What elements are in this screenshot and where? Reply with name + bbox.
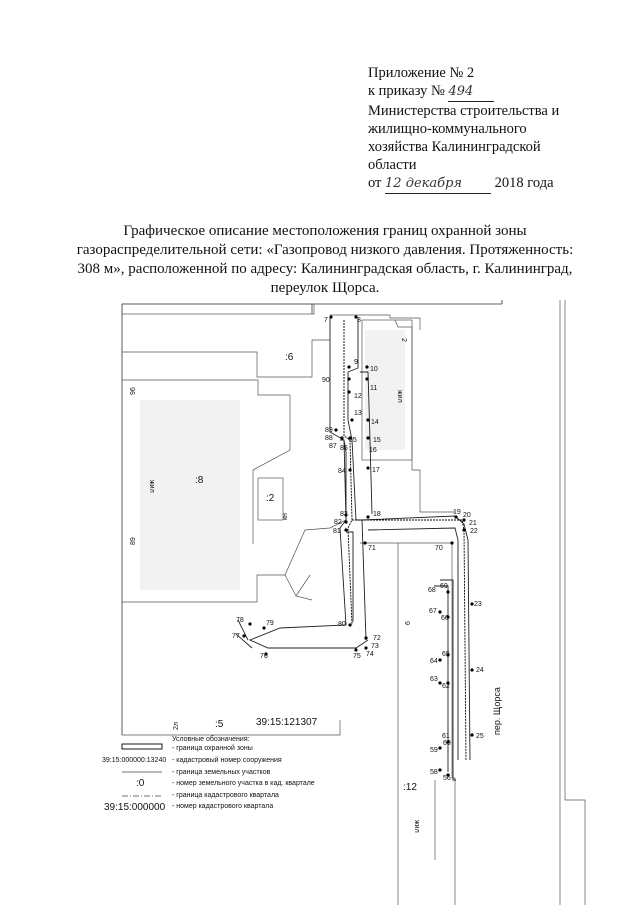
point-label-25: 25: [476, 733, 484, 740]
point-label-22: 22: [470, 528, 478, 535]
legend-item-5: - номер кадастрового квартала: [172, 803, 274, 810]
house-number-96: 96: [130, 387, 137, 395]
legend-sample-cadastral: 39:15:000000:13240: [102, 757, 167, 764]
point-label-19: 19: [453, 509, 461, 516]
house-number-2l: 2л: [173, 722, 180, 730]
point-label-23: 23: [474, 601, 482, 608]
point-label-90: 90: [322, 377, 330, 384]
title-line-2: газораспределительной сети: «Газопровод низкого давления. Протяженность:: [76, 242, 574, 258]
legend-item-0: - граница охранной зоны: [172, 745, 253, 752]
point-label-79: 79: [266, 620, 274, 627]
date-suffix: 2018 года: [494, 175, 554, 191]
street-name: пер. Щорса: [492, 687, 502, 735]
point-label-14: 14: [371, 419, 379, 426]
point-label-12: 12: [354, 393, 362, 400]
quarter-number-label: 39:15:121307: [256, 717, 318, 728]
point-label-18: 18: [373, 511, 381, 518]
parcel-boundaries: [122, 300, 585, 905]
point-label-62: 62: [442, 683, 450, 690]
house-number-89: 89: [130, 537, 137, 545]
parcel-label-8: :8: [195, 475, 204, 486]
parcel-label-5: :5: [215, 719, 224, 730]
point-label-66: 66: [441, 615, 449, 622]
point-label-68: 68: [428, 587, 436, 594]
legend-item-2: - граница земельных участков: [172, 769, 271, 776]
point-label-76: 76: [260, 653, 268, 660]
point-label-17: 17: [372, 467, 380, 474]
point-label-15: 15: [373, 437, 381, 444]
point-label-8: 8: [357, 317, 361, 324]
point-label-83: 83: [340, 511, 348, 518]
house-number-2a: 2: [400, 338, 407, 342]
order-number: 494: [448, 83, 494, 102]
point-label-64: 64: [430, 658, 438, 665]
point-label-61: 61: [442, 733, 450, 740]
point-label-77: 77: [232, 633, 240, 640]
legend-sample-zone: [122, 744, 162, 749]
legend-title: Условные обозначения:: [172, 736, 250, 743]
title-line-4: переулок Щорса.: [270, 280, 380, 296]
point-label-56: 56: [443, 775, 451, 782]
point-label-59: 59: [430, 747, 438, 754]
point-label-71: 71: [368, 545, 376, 552]
legend-item-3: - номер земельного участка в кад. квартале: [172, 780, 315, 787]
vertex-labels: [232, 317, 484, 782]
point-label-58: 58: [430, 769, 438, 776]
point-label-84: 84: [338, 468, 346, 475]
date-handwritten: 12 декабря: [385, 175, 491, 194]
title-line-3: 308 м», расположенной по адресу: Калининградская область, г. Калининград,: [77, 261, 573, 277]
point-label-72: 72: [373, 635, 381, 642]
ministry-line-3: хозяйства Калининградской: [368, 139, 541, 155]
legend-sample-parcel-no: :0: [136, 778, 145, 789]
point-label-16: 16: [369, 447, 377, 454]
legend-sample-quarter-no: 39:15:000000: [104, 802, 166, 813]
point-label-69: 69: [440, 583, 448, 590]
point-label-63: 63: [430, 676, 438, 683]
house-label-zhil-2: жил: [148, 480, 155, 493]
parcel-label-12: :12: [403, 782, 417, 793]
point-label-73: 73: [371, 643, 379, 650]
point-label-67: 67: [429, 608, 437, 615]
point-label-89: 89: [325, 427, 333, 434]
point-label-87: 87: [329, 443, 337, 450]
point-label-13: 13: [354, 410, 362, 417]
point-label-7: 7: [324, 317, 328, 324]
house-label-zhil-3: жил: [413, 820, 420, 833]
point-label-81: 81: [333, 528, 341, 535]
point-label-65: 65: [442, 651, 450, 658]
point-label-21: 21: [469, 520, 477, 527]
house-number-6: 6: [405, 621, 412, 625]
house-label-zhil: жил: [396, 390, 403, 403]
point-label-24: 24: [476, 667, 484, 674]
point-label-86: 86: [340, 445, 348, 452]
legend-item-4: - граница кадастрового квартала: [172, 792, 279, 799]
order-prefix: к приказу №: [368, 83, 445, 99]
point-label-70: 70: [435, 545, 443, 552]
point-label-20: 20: [463, 512, 471, 519]
point-label-74: 74: [366, 651, 374, 658]
parcel-label-2: :2: [266, 493, 275, 504]
appendix-line: Приложение № 2: [368, 65, 475, 81]
ministry-line-2: жилищно-коммунального: [368, 121, 527, 137]
legend: [102, 735, 315, 813]
point-label-78: 78: [236, 617, 244, 624]
point-label-10: 10: [370, 366, 378, 373]
ministry-line-1: Министерства строительства и: [368, 103, 560, 119]
point-label-85: 85: [349, 437, 357, 444]
point-label-88: 88: [325, 435, 333, 442]
legend-item-1: - кадастровый номер сооружения: [172, 757, 282, 764]
title-line-1: Графическое описание местоположения границ охранной зоны: [123, 223, 527, 239]
point-label-82: 82: [334, 519, 342, 526]
point-label-11: 11: [370, 385, 378, 392]
point-label-80: 80: [338, 621, 346, 628]
point-label-75: 75: [353, 653, 361, 660]
date-prefix: от: [368, 175, 382, 191]
parcel-label-6: :6: [285, 352, 294, 363]
house-label-kn: кн: [282, 513, 289, 520]
point-label-60: 60: [443, 740, 451, 747]
ministry-line-4: области: [368, 157, 417, 173]
point-label-9: 9: [354, 359, 358, 366]
